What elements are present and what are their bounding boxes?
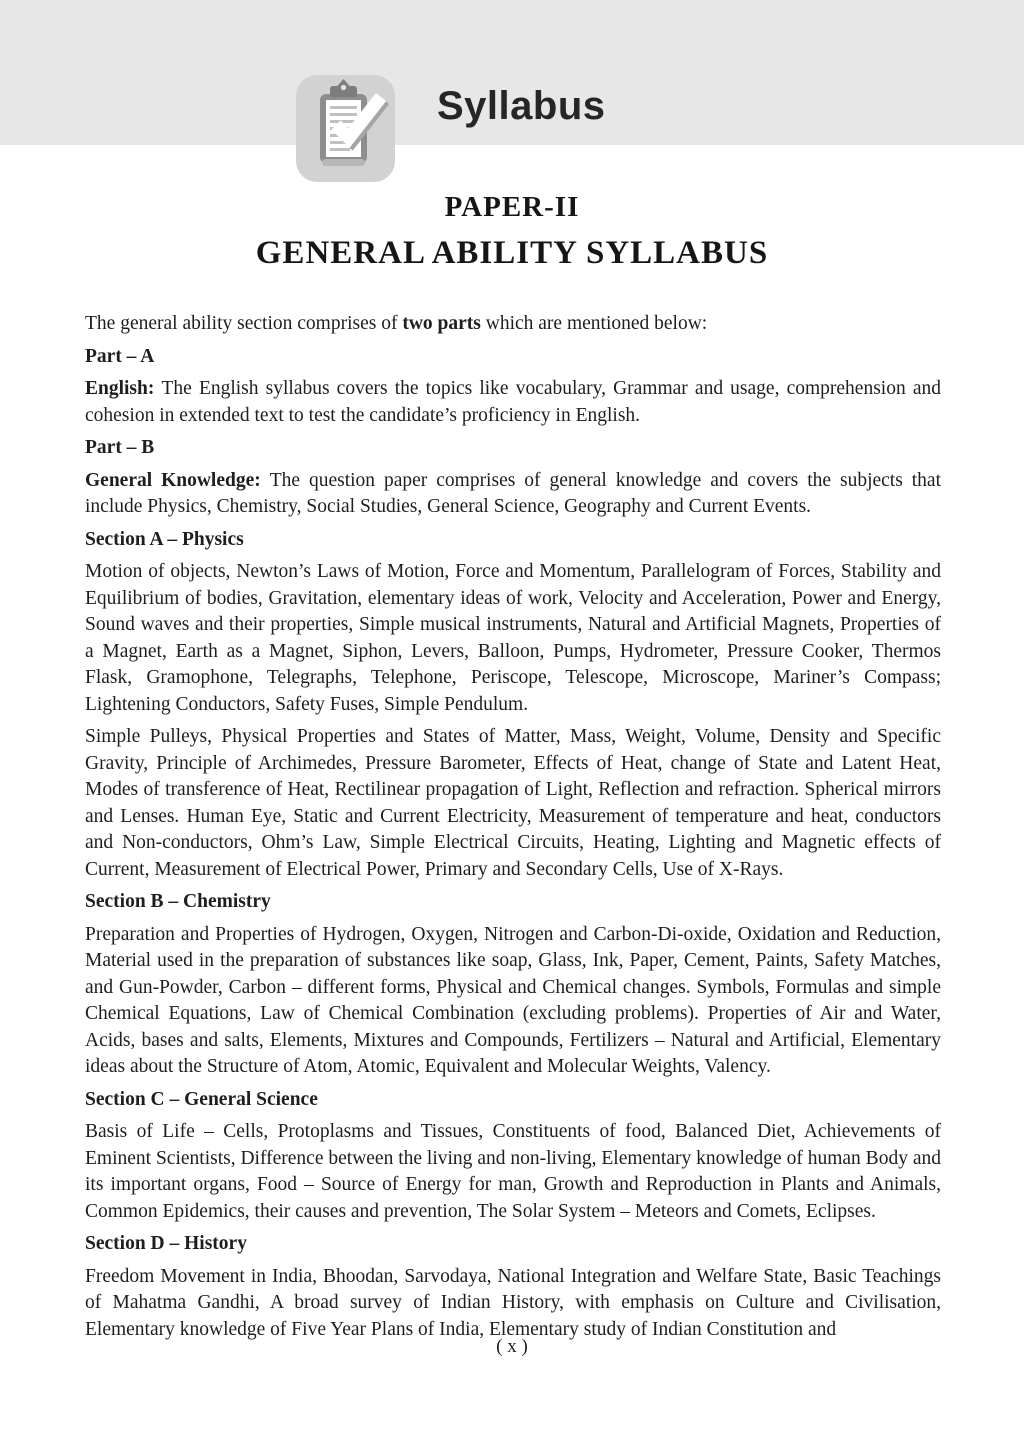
section-heading: Section D – History <box>85 1233 247 1254</box>
section-heading: Part – B <box>85 437 155 458</box>
title-block <box>0 190 1024 272</box>
paragraph-text: which are mentioned below: <box>480 313 708 334</box>
paragraph-text: Basis of Life – Cells, Protoplasms and Tissues, Constituents of food, Balanced Diet, Achievements of Eminent Scientists, Difference between the living and non-living, Elementary knowledge of human Body and its important organs, Food – Source of Energy for man, Growth and Reproduction in Plants and Animals, Common Epidemics, their causes and prevention, The Solar System – Meteors and Comets, Eclipses. <box>85 1121 941 1222</box>
paragraph <box>85 559 941 718</box>
page-title: Syllabus <box>437 84 606 128</box>
subject-title: GENERAL ABILITY SYLLABUS <box>255 235 769 271</box>
page-number: ( x ) <box>496 1336 528 1357</box>
paragraph-text: The question paper comprises of general knowledge and covers the subjects that include Physics, Chemistry, Social Studies, General Science, Geography and Current Events. <box>85 469 941 517</box>
paragraph-text: The English syllabus covers the topics like vocabulary, Grammar and usage, comprehension and cohesion in extended text to test the candidate’s proficiency in English. <box>85 378 941 426</box>
section-heading: Section A – Physics <box>85 528 244 550</box>
section-heading: Part – A <box>85 345 155 367</box>
paragraph-text: Motion of objects, Newton’s Laws of Motion, Force and Momentum, Parallelogram of Forces, Stability and Equilibrium of bodies, Gravitation, elementary ideas of work, Velocity and Acceleration, Power and Energy, Sound waves and their properties, Simple musical instruments, Natural and Artificial Magnets, Properties of a Magnet, Earth as a Magnet, Siphon, Levers, Balloon, Pumps, Hydrometer, Pressure Cooker, Thermos Flask, Gramophone, Telegraphs, Telephone, Periscope, Telescope, Microscope, Mariner’s Compass; Lightening Conductors, Safety Fuses, Simple Pendulum. <box>85 561 941 715</box>
paragraph <box>85 922 941 1081</box>
paragraph-text: The general ability section comprises of <box>85 313 403 334</box>
paragraph-lead-bold: English: <box>85 378 162 399</box>
paragraph <box>85 724 941 883</box>
paper-title: PAPER-II <box>444 191 580 223</box>
paragraph-lead-bold: two parts <box>402 313 481 334</box>
paragraph <box>85 468 941 521</box>
paragraph <box>85 1264 941 1344</box>
paragraph-lead-bold: General Knowledge: <box>85 469 270 491</box>
paragraph <box>85 376 941 429</box>
section-heading: Section B – Chemistry <box>85 891 271 912</box>
paragraph <box>85 1119 941 1225</box>
paragraph <box>85 311 941 338</box>
content-blocks <box>85 305 941 1349</box>
paragraph-text: Preparation and Properties of Hydrogen, Oxygen, Nitrogen and Carbon-Di-oxide, Oxidation and Reduction, Material used in the preparation of substances like soap, Glass, Ink, Paper, Cement, Paints, Safety Matches, and Gun-Powder, Carbon – different forms, Physical and Chemical changes. Symbols, Formulas and simple Chemical Equations, Law of Chemical Combination (excluding problems). Properties of Air and Water, Acids, bases and salts, Elements, Mixtures and Compounds, Fertilizers – Natural and Artificial, Elementary ideas about the Structure of Atom, Atomic, Equivalent and Molecular Weights, Valency. <box>85 923 941 1077</box>
paragraph-text: Simple Pulleys, Physical Properties and States of Matter, Mass, Weight, Volume, Density and Specific Gravity, Principle of Archimedes, Pressure Barometer, Effects of Heat, change of State and Latent Heat, Modes of transference of Heat, Rectilinear propagation of Light, Reflection and refraction. Spherical mirrors and Lenses. Human Eye, Static and Current Electricity, Measurement of temperature and heat, conductors and Non-conductors, Ohm’s Law, Simple Electrical Circuits, Heating, Lighting and Magnetic effects of Current, Measurement of Electrical Power, Primary and Secondary Cells, Use of X-Rays. <box>85 726 941 880</box>
paragraph-text: Freedom Movement in India, Bhoodan, Sarvodaya, National Integration and Welfare State, Basic Teachings of Mahatma Gandhi, A broad survey of Indian History, with emphasis on Culture and Civilisation, Elementary knowledge of Five Year Plans of India, Elementary study of Indian Constitution and <box>85 1265 941 1340</box>
section-heading: Section C – General Science <box>85 1088 318 1110</box>
clipboard-check-icon <box>296 75 395 182</box>
